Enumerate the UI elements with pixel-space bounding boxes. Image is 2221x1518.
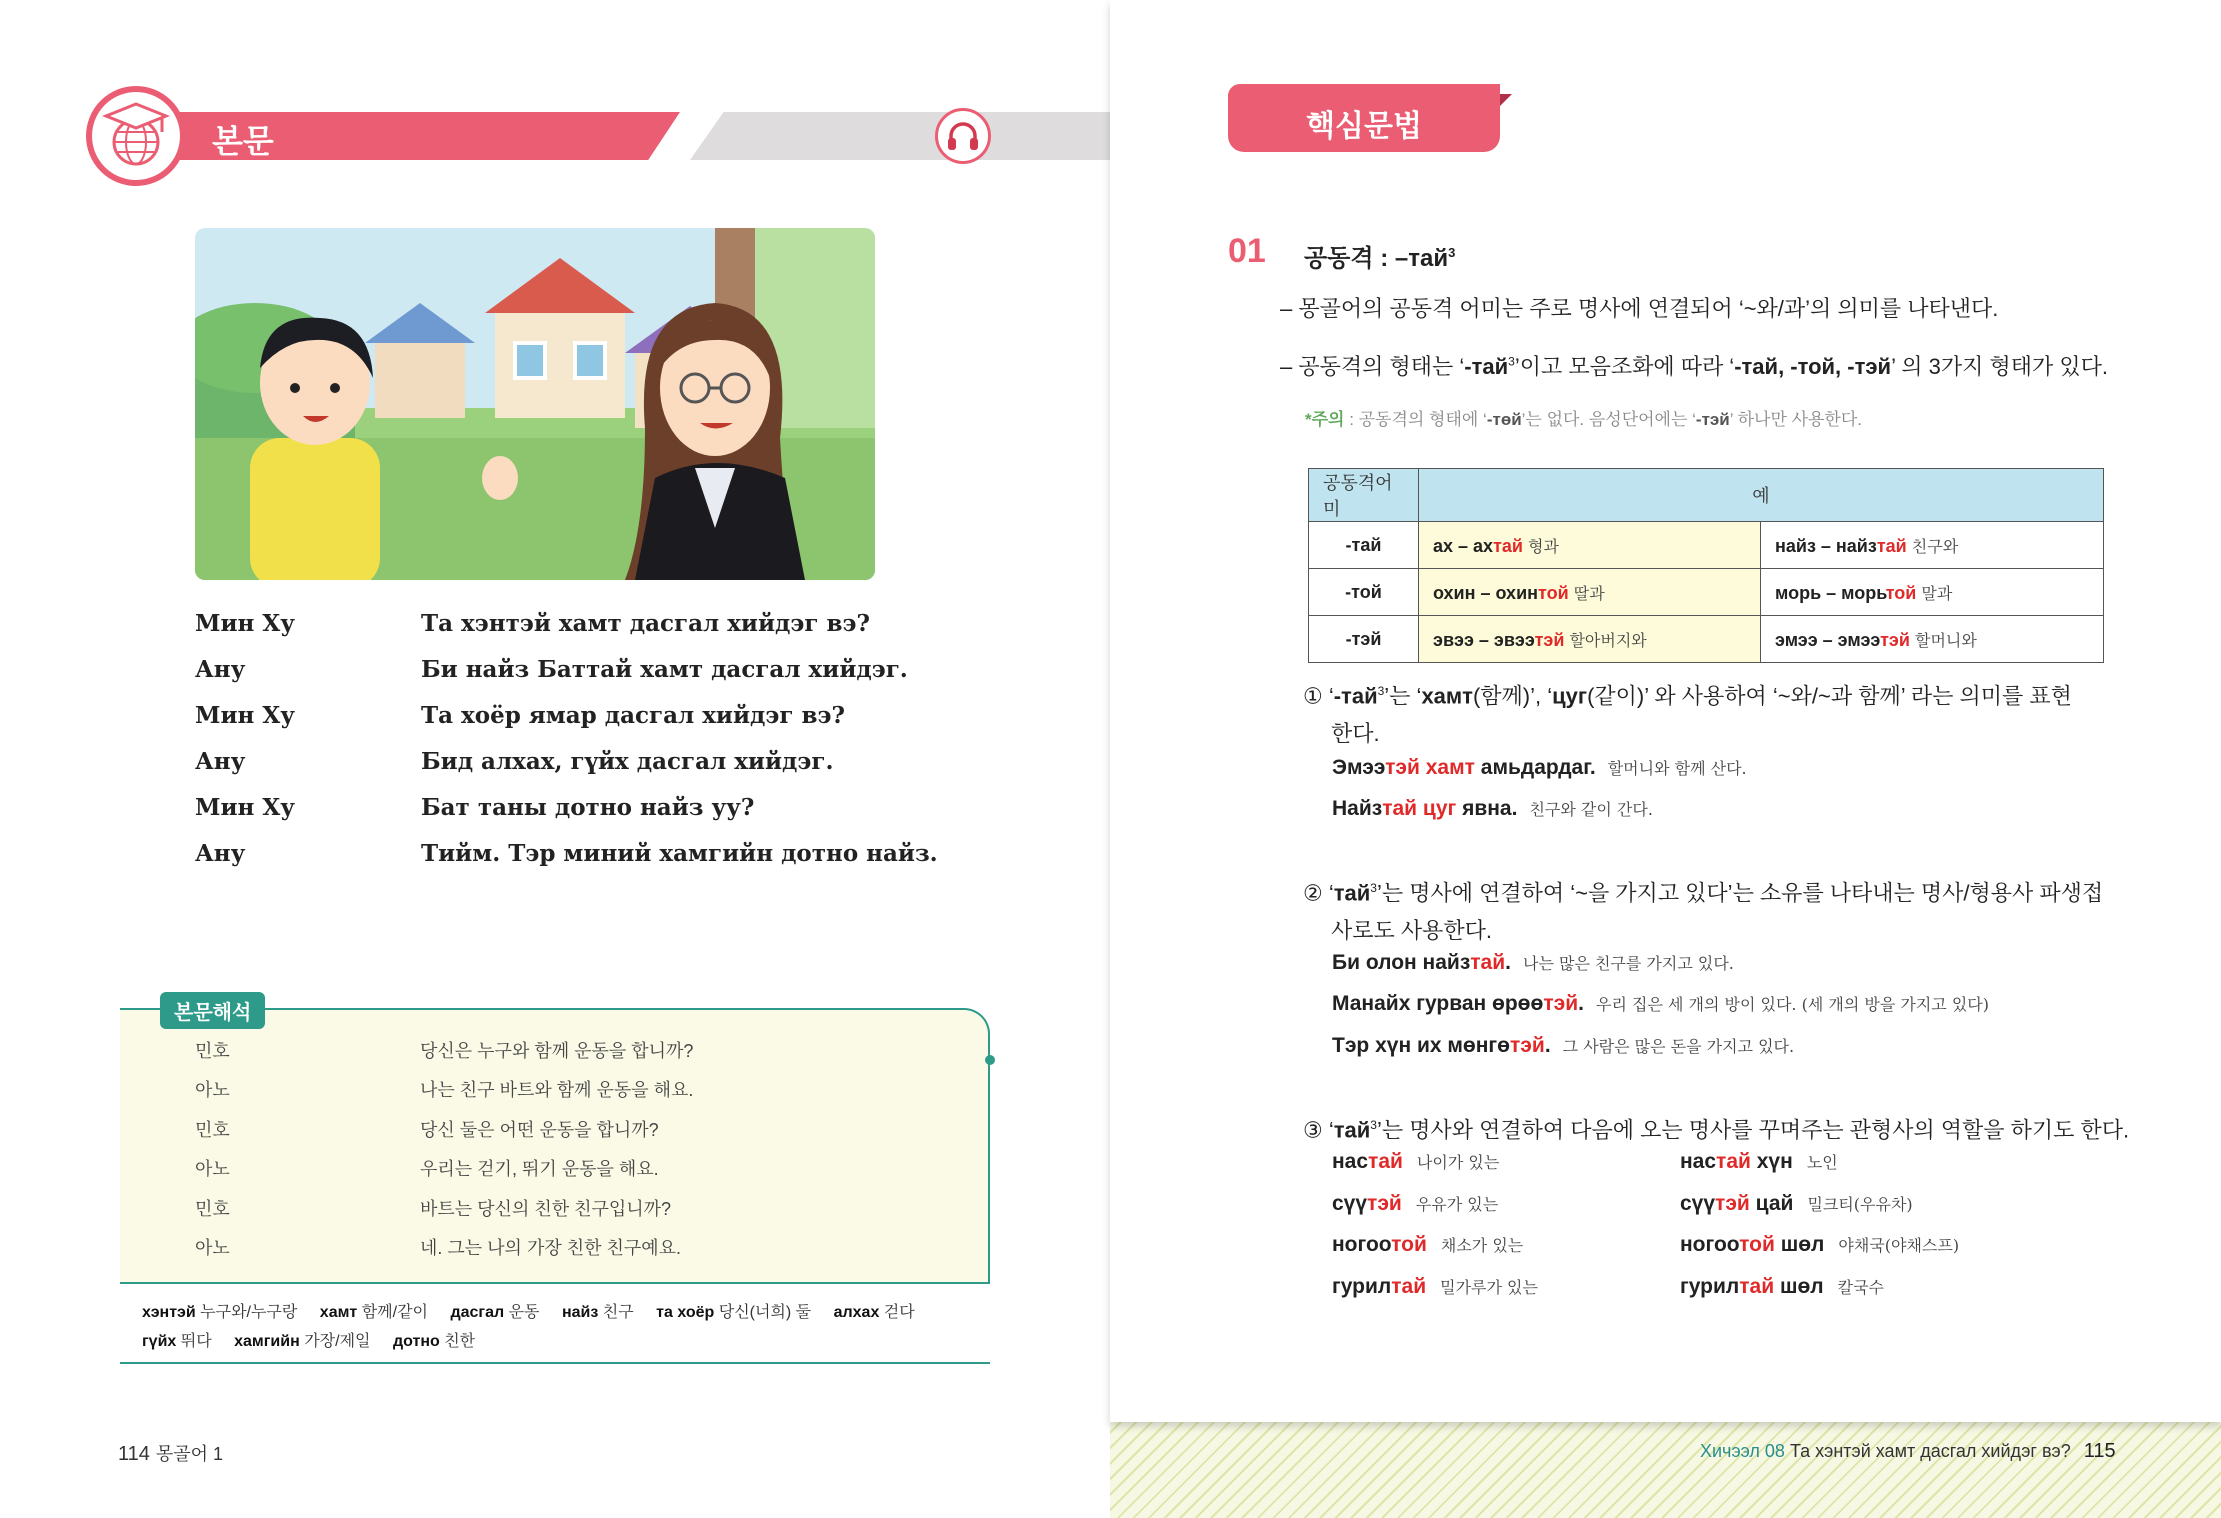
bullet-text: ’ 의 3가지 형태가 있다.	[1891, 354, 2108, 379]
dialog-row	[195, 830, 975, 876]
vocab-meaning: 당신(너희) 둘	[718, 1304, 812, 1321]
example-ko: 말과	[1916, 583, 1953, 603]
suffix-cell: -той	[1309, 569, 1419, 616]
bullet-bold: -тай, -той, -тэй	[1734, 354, 1892, 379]
translation-line: 당신은 누구와 함께 운동을 합니까?	[420, 1040, 694, 1061]
table-row	[1309, 569, 2104, 616]
example-mn: хүн	[1750, 1150, 1793, 1173]
example-ko: 나이가 있는	[1416, 1153, 1500, 1172]
vocab-word: алхах	[833, 1304, 880, 1321]
vocab-meaning: 친구	[602, 1304, 634, 1321]
example-base: морь – морь	[1775, 582, 1886, 603]
point-text: ③ ‘	[1303, 1117, 1334, 1143]
grammar-tab-notch	[1500, 94, 1512, 106]
speaker: Мин Ху	[195, 793, 295, 821]
point-text: ’는 ‘	[1384, 683, 1422, 709]
speaker: Ану	[195, 839, 246, 867]
point-text: (함께)’, ‘	[1472, 683, 1553, 709]
point-bold: -тай	[1333, 683, 1378, 709]
example-ko: 밀크티(우유차)	[1807, 1195, 1913, 1214]
example-highlight: тэй	[1510, 1034, 1545, 1057]
dialog-row	[195, 784, 975, 830]
vocab-word: та хоёр	[656, 1304, 715, 1321]
example-highlight: тай	[1716, 1150, 1751, 1173]
example-base: эмээ – эмээ	[1775, 629, 1881, 650]
point-text: ’는 명사와 연결하여 다음에 오는 명사를 꾸며주는 관형사의 역할을 하기도 한다.	[1376, 1117, 2130, 1143]
bullet-1: – 몽골어의 공동격 어미는 주로 명사에 연결되어 ‘~와/과’의 의미를 나타낸다.	[1280, 296, 1999, 321]
example-mn: гурил	[1332, 1275, 1392, 1298]
example-cell	[1761, 616, 2104, 663]
example-highlight: тай	[1391, 1275, 1427, 1298]
point-text: ② ‘	[1303, 880, 1334, 906]
example-mn: шөл	[1774, 1275, 1824, 1298]
example-mn: нас	[1680, 1150, 1717, 1173]
example-suffix: той	[1538, 582, 1569, 603]
example-highlight: тэй хамт	[1385, 756, 1475, 779]
page-number: 115	[2083, 1440, 2116, 1462]
point-text: ① ‘	[1303, 683, 1334, 709]
vocab-word: дотно	[392, 1333, 440, 1350]
example-mn: явна.	[1456, 797, 1518, 820]
point-2	[1303, 869, 2103, 950]
note-label: *주의	[1305, 410, 1345, 429]
page-number: 114	[118, 1443, 150, 1465]
vocab-word: хамгийн	[234, 1333, 300, 1350]
speaker: 아노	[195, 1238, 230, 1259]
note	[1305, 405, 1862, 430]
superscript: 3	[1370, 1118, 1377, 1132]
translation-row	[195, 1188, 693, 1228]
vocab-word: найз	[561, 1304, 599, 1321]
lesson-title: Та хэнтэй хамт дасгал хийдэг вэ?	[1789, 1441, 2071, 1461]
vocab-meaning: 친한	[444, 1333, 476, 1350]
dialog-row	[195, 692, 975, 738]
example-pair-left	[1332, 1192, 1498, 1216]
bullet-bold: -тай	[1464, 354, 1509, 379]
example-pair-right	[1680, 1150, 1838, 1174]
example-suffix: тай	[1493, 535, 1523, 556]
example-sentence	[1332, 951, 1734, 975]
example-mn: цай	[1749, 1192, 1794, 1215]
example-highlight: тай	[1368, 1150, 1403, 1173]
suffix-cell: -тай	[1309, 522, 1419, 569]
speaker: Мин Ху	[195, 701, 295, 729]
table-row	[1309, 616, 2104, 663]
dialog-line: Та хоёр ямар дасгал хийдэг вэ?	[421, 701, 845, 729]
suffix-table	[1308, 468, 2104, 663]
dialog-line: Та хэнтэй хамт дасгал хийдэг вэ?	[421, 609, 870, 637]
example-highlight: тай	[1739, 1275, 1775, 1298]
example-pair-right	[1680, 1192, 1913, 1216]
dialog-illustration	[195, 228, 875, 580]
translation-row	[195, 1149, 693, 1189]
translation-line: 당신 둘은 어떤 운동을 합니까?	[420, 1119, 659, 1140]
example-suffix: той	[1885, 582, 1917, 603]
example-mn: гурил	[1680, 1275, 1740, 1298]
table-row	[1309, 522, 2104, 569]
table-header: 예	[1419, 469, 2104, 522]
speaker: 아노	[195, 1080, 230, 1101]
note-text: : 공동격의 형태에 ‘	[1344, 410, 1487, 429]
point-bold: цуг	[1552, 683, 1588, 709]
speaker: 민호	[195, 1119, 230, 1140]
note-text: ’는 없다. 음성단어에는 ‘	[1521, 410, 1696, 429]
graduation-globe-icon	[86, 86, 186, 186]
grammar-title-ko: 공동격 :	[1304, 245, 1395, 272]
example-mn: .	[1544, 1034, 1551, 1057]
example-sentence	[1332, 756, 1747, 780]
point-text: 사로도 사용한다.	[1331, 918, 1492, 944]
example-ko: 밀가루가 있는	[1440, 1278, 1538, 1297]
example-highlight: той	[1391, 1233, 1427, 1256]
grammar-title-mn: –тай	[1394, 245, 1449, 272]
superscript: 3	[1508, 354, 1515, 369]
speaker: Ану	[195, 747, 246, 775]
vocab-word: хэнтэй	[142, 1304, 196, 1321]
example-sentence	[1332, 992, 1989, 1016]
table-header-row	[1309, 469, 2104, 522]
bullet-text: ’이고 모음조화에 따라 ‘	[1514, 354, 1735, 379]
speaker: Мин Ху	[195, 609, 295, 637]
example-mn: сүү	[1680, 1192, 1716, 1215]
point-bold: тай	[1333, 880, 1371, 906]
example-highlight: тай цуг	[1382, 797, 1457, 820]
example-suffix: тэй	[1880, 629, 1910, 650]
example-ko: 할아버지와	[1564, 630, 1647, 650]
section-title: 본문	[212, 123, 274, 159]
example-cell	[1419, 522, 1761, 569]
example-base: найз – найз	[1775, 535, 1877, 556]
example-pair-left	[1332, 1275, 1538, 1299]
translation-line: 바트는 당신의 친한 친구입니까?	[420, 1198, 672, 1219]
superscript: 3	[1448, 245, 1456, 260]
point-bold: хамт	[1421, 683, 1473, 709]
example-mn: Би олон найз	[1332, 951, 1471, 974]
example-highlight: той	[1739, 1233, 1775, 1256]
grammar-tab	[1228, 94, 1500, 152]
example-suffix: тай	[1876, 535, 1907, 556]
example-mn: .	[1505, 951, 1511, 974]
vocab-meaning: 가장/제일	[304, 1333, 371, 1350]
vocab-meaning: 걷다	[883, 1304, 915, 1321]
left-page	[0, 0, 1110, 1518]
bullet-text: 몽골어의 공동격 어미는 주로 명사에 연결되어 ‘~와/과’의 의미를 나타낸다.	[1298, 296, 1999, 321]
example-ko: 우유가 있는	[1415, 1195, 1499, 1214]
example-ko: 칼국수	[1837, 1278, 1884, 1297]
speaker: 민호	[195, 1040, 230, 1061]
example-mn: сүү	[1332, 1192, 1368, 1215]
section-number: 01	[1228, 232, 1266, 270]
example-mn: ногоо	[1680, 1233, 1740, 1256]
example-ko: 할머니와 함께 산다.	[1607, 759, 1747, 778]
example-ko: 채소가 있는	[1440, 1236, 1524, 1255]
example-ko: 할머니와	[1909, 630, 1977, 650]
dialog-line: Тийм. Тэр миний хамгийн дотно найз.	[421, 839, 938, 867]
superscript: 3	[1377, 684, 1385, 698]
speaker: 아노	[195, 1159, 230, 1180]
translation-row	[195, 1030, 693, 1070]
example-cell	[1419, 569, 1761, 616]
vocab-word: гүйх	[142, 1333, 177, 1350]
dialog-text	[195, 600, 975, 876]
example-base: ах – ах	[1433, 535, 1494, 556]
vocab-meaning: 함께/같이	[361, 1304, 428, 1321]
speaker: Ану	[195, 655, 246, 683]
example-pair-right	[1680, 1275, 1884, 1299]
example-mn: нас	[1332, 1150, 1369, 1173]
point-text: (같이)’ 와 사용하여 ‘~와/~과 함께’ 라는 의미를 표현	[1587, 683, 2072, 709]
note-bold: -төй	[1486, 410, 1522, 429]
example-mn: шөл	[1774, 1233, 1825, 1256]
translation-label: 본문해석	[160, 992, 265, 1029]
note-bold: -тэй	[1695, 410, 1730, 429]
example-mn: Эмээ	[1332, 756, 1386, 779]
example-ko: 그 사람은 많은 돈을 가지고 있다.	[1562, 1037, 1795, 1056]
example-mn: амьдардаг.	[1474, 756, 1596, 779]
translation-row	[195, 1109, 693, 1149]
example-pair-left	[1332, 1150, 1499, 1174]
vocabulary-list	[120, 1282, 990, 1364]
example-pair-right	[1680, 1233, 1959, 1257]
headphones-icon[interactable]	[935, 108, 991, 164]
bullet-2: – 공동격의 형태는 ‘-тай$^3$’이고 모음조화에 따라 ‘-тай, -той, -тэй’ 의 3가지 형태가 있다.	[1280, 354, 2108, 379]
grammar-tab-label: 핵심문법	[1306, 110, 1422, 143]
example-mn: Манайх гурван өрөө	[1332, 992, 1544, 1015]
speaker: 민호	[195, 1198, 230, 1219]
example-mn: ногоо	[1332, 1233, 1392, 1256]
example-highlight: тэй	[1543, 992, 1579, 1015]
point-text: 한다.	[1331, 721, 1380, 747]
translation-row	[195, 1070, 693, 1110]
book-title: 몽골어 1	[155, 1444, 224, 1464]
translation-line: 네. 그는 나의 가장 친한 친구예요.	[420, 1238, 682, 1259]
point-bold: тай	[1333, 1117, 1371, 1143]
example-mn: .	[1578, 992, 1584, 1015]
dialog-row	[195, 600, 975, 646]
translation-row	[195, 1228, 693, 1268]
bullet-text: 공동격의 형태는 ‘	[1298, 354, 1465, 379]
example-mn: Найз	[1332, 797, 1383, 820]
section-header-stripe	[690, 112, 1110, 160]
example-cell	[1761, 569, 2104, 616]
example-sentence	[1332, 1034, 1794, 1058]
point-text: ’는 명사에 연결하여 ‘~을 가지고 있다’는 소유를 나타내는 명사/형용사 파생접	[1376, 880, 2104, 906]
example-ko: 야채국(야채스프)	[1838, 1236, 1960, 1255]
dialog-row	[195, 738, 975, 784]
dialog-line: Бид алхах, гүйх дасгал хийдэг.	[421, 747, 834, 775]
page-footer-right	[1700, 1440, 2116, 1463]
page-footer-left	[118, 1440, 223, 1466]
grammar-title	[1304, 238, 1455, 273]
example-ko: 우리 집은 세 개의 방이 있다. (세 개의 방을 가지고 있다)	[1595, 995, 1989, 1014]
vocab-meaning: 뛰다	[180, 1333, 212, 1350]
example-ko: 친구와	[1906, 536, 1959, 556]
translation-box-dot	[985, 1055, 995, 1065]
vocab-meaning: 누구와/누구랑	[200, 1304, 298, 1321]
dialog-row	[195, 646, 975, 692]
example-ko: 노인	[1806, 1153, 1838, 1172]
translation-line: 우리는 걷기, 뛰기 운동을 해요.	[420, 1159, 659, 1180]
example-ko: 딸과	[1568, 583, 1605, 603]
vocab-word: дасгал	[450, 1304, 505, 1321]
dialog-line: Бат таны дотно найз уу?	[421, 793, 755, 821]
translation-text	[195, 1030, 693, 1267]
translation-line: 나는 친구 바트와 함께 운동을 해요.	[420, 1080, 694, 1101]
table-header: 공동격어미	[1309, 469, 1419, 522]
example-ko: 형과	[1522, 536, 1559, 556]
superscript: 3	[1370, 881, 1377, 895]
example-cell	[1419, 616, 1761, 663]
example-cell	[1761, 522, 2104, 569]
dialog-line: Би найз Баттай хамт дасгал хийдэг.	[421, 655, 908, 683]
example-base: эвээ – эвээ	[1433, 629, 1535, 650]
point-1	[1303, 672, 2072, 753]
example-ko: 나는 많은 친구를 가지고 있다.	[1522, 954, 1734, 973]
example-highlight: тай	[1470, 951, 1506, 974]
example-highlight: тэй	[1367, 1192, 1402, 1215]
note-text: ’ 하나만 사용한다.	[1729, 410, 1863, 429]
suffix-cell: -тэй	[1309, 616, 1419, 663]
point-3	[1303, 1106, 2129, 1149]
example-base: охин – охин	[1433, 582, 1539, 603]
vocab-word: хамт	[319, 1304, 358, 1321]
example-ko: 친구와 같이 간다.	[1529, 800, 1653, 819]
example-mn: Тэр хүн их мөнгө	[1332, 1034, 1511, 1057]
example-highlight: тэй	[1715, 1192, 1750, 1215]
example-suffix: тэй	[1534, 629, 1565, 650]
example-sentence	[1332, 797, 1653, 821]
lesson-label: Хичээл 08	[1700, 1441, 1785, 1461]
example-pair-left	[1332, 1233, 1523, 1257]
vocab-meaning: 운동	[508, 1304, 540, 1321]
